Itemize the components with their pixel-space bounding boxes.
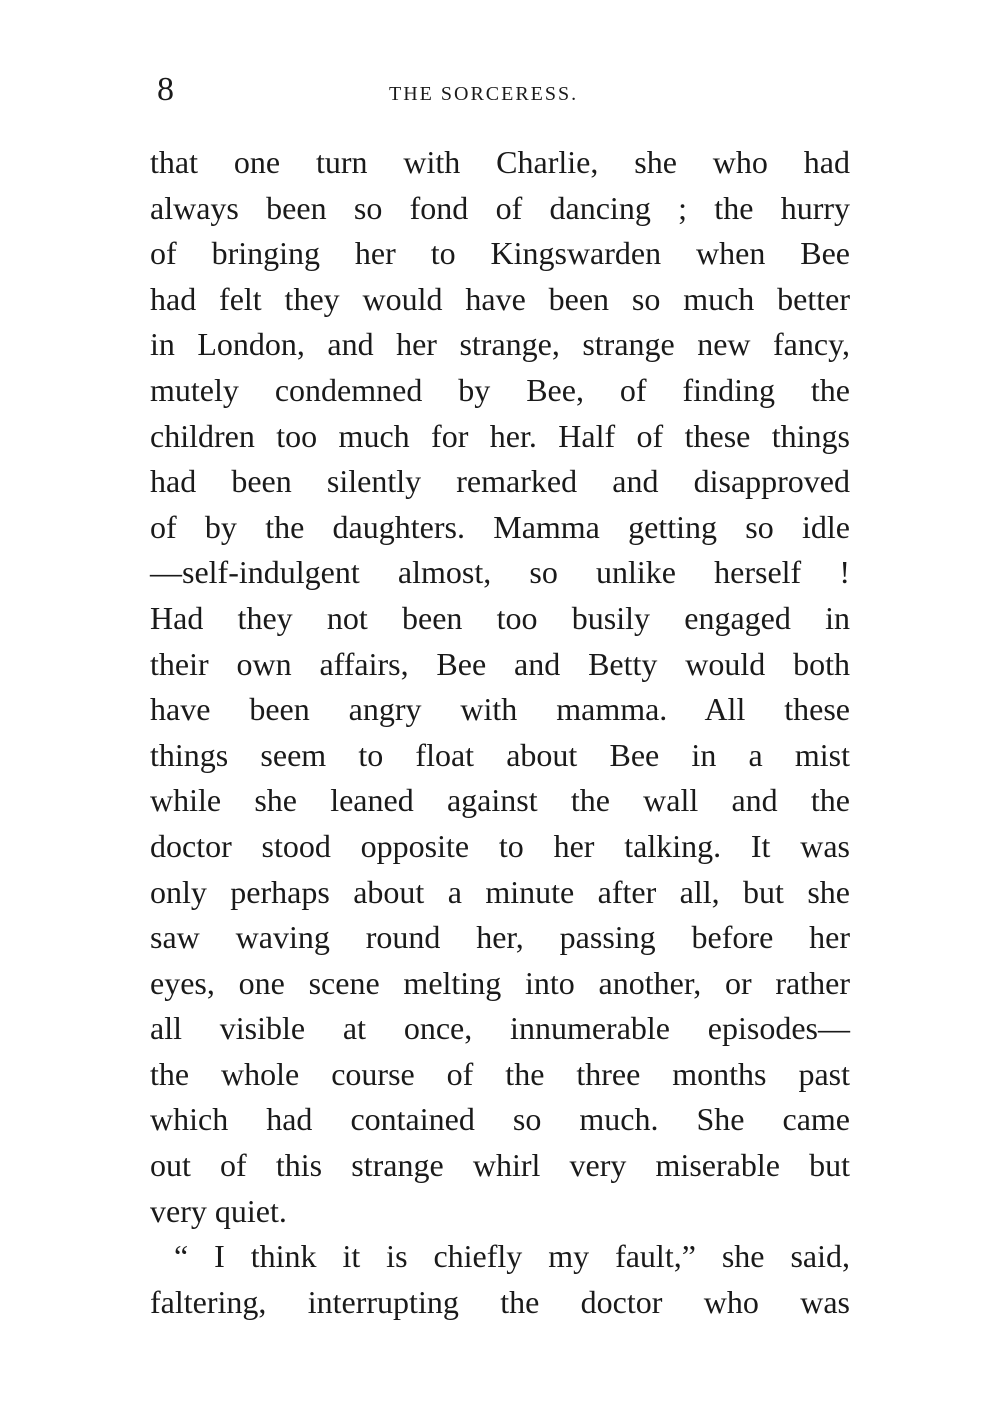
- text-line: —self-indulgent almost, so unlike herself !: [150, 554, 850, 591]
- text-line: their own affairs, Bee and Betty would both: [150, 645, 850, 682]
- text-line: things seem to float about Bee in a mist: [150, 736, 850, 773]
- text-line: while she leaned against the wall and the: [150, 782, 850, 819]
- text-line: only perhaps about a minute after all, but she: [150, 873, 850, 910]
- text-line: mutely condemned by Bee, of finding the: [150, 371, 850, 408]
- text-line: out of this strange whirl very miserable but: [150, 1147, 850, 1184]
- text-line: all visible at once, innumerable episodes—: [150, 1010, 850, 1047]
- text-line: in London, and her strange, strange new fancy,: [150, 326, 850, 363]
- text-line: faltering, interrupting the doctor who was: [150, 1283, 850, 1320]
- text-line: that one turn with Charlie, she who had: [150, 144, 850, 180]
- body-text: [150, 140, 850, 1325]
- text-line: saw waving round her, passing before her: [150, 919, 850, 956]
- text-line: of bringing her to Kingswarden when Bee: [150, 235, 850, 272]
- running-title: THE SORCERESS.: [389, 83, 579, 105]
- page-header: [157, 70, 853, 110]
- text-line: eyes, one scene melting into another, or rather: [150, 964, 850, 1001]
- text-line: doctor stood opposite to her talking. It was: [150, 827, 850, 864]
- text-line: Had they not been too busily engaged in: [150, 599, 850, 636]
- text-line: children too much for her. Half of these things: [150, 417, 850, 454]
- text-line: have been angry with mamma. All these: [150, 691, 850, 728]
- page-number: 8: [157, 71, 174, 108]
- text-line: had been silently remarked and disapproved: [150, 463, 850, 500]
- text-line: which had contained so much. She came: [150, 1101, 850, 1138]
- text-line: always been so fond of dancing ; the hurry: [150, 189, 850, 226]
- text-line: “ I think it is chiefly my fault,” she said,: [174, 1238, 850, 1275]
- text-line: very quiet.: [150, 1192, 287, 1229]
- text-line: of by the daughters. Mamma getting so idle: [150, 508, 850, 545]
- text-line: had felt they would have been so much better: [150, 280, 850, 317]
- text-line: the whole course of the three months past: [150, 1055, 850, 1092]
